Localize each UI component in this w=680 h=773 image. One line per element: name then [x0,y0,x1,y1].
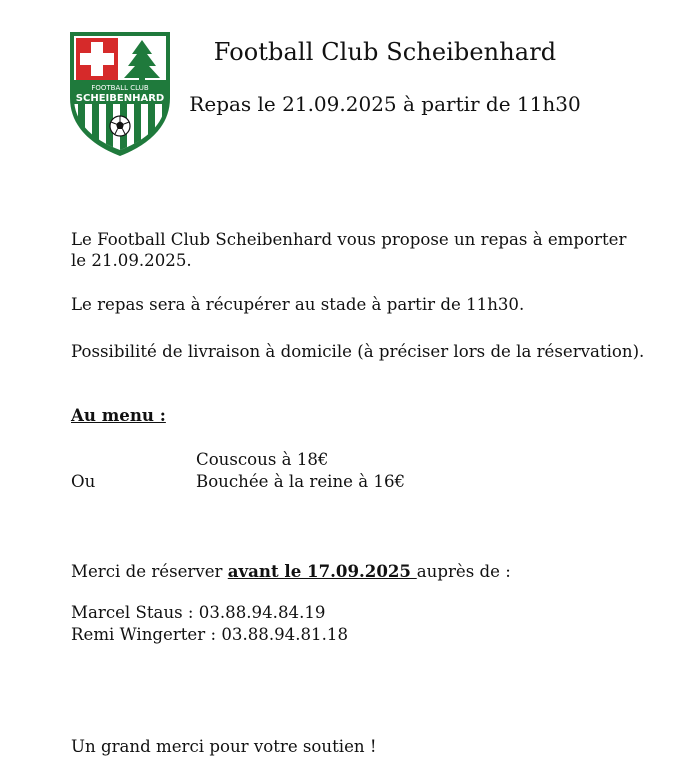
menu-item: Bouchée à la reine à 16€ [196,472,406,491]
reservation-text: Merci de réserver [71,562,228,581]
club-name-title: Football Club Scheibenhard [213,38,557,66]
crest-label-2: SCHEIBENHARD [75,93,165,104]
thanks-paragraph: Un grand merci pour votre soutien ! [71,737,377,756]
menu-item: Couscous à 18€ [196,450,329,469]
event-date-subtitle: Repas le 21.09.2025 à partir de 11h30 [189,92,581,116]
pickup-paragraph: Le repas sera à récupérer au stade à partir de 11h30. [71,295,525,314]
football-icon [110,116,130,136]
delivery-paragraph: Possibilité de livraison à domicile (à préciser lors de la réservation). [71,342,645,361]
crest-label-1: FOOTBALL CLUB [91,84,149,92]
reservation-text-end: auprès de : [416,562,511,581]
contact-line: Remi Wingerter : 03.88.94.81.18 [71,625,348,644]
reservation-deadline: avant le 17.09.2025 [227,561,417,581]
reservation-paragraph [71,561,511,582]
contact-line: Marcel Staus : 03.88.94.84.19 [71,603,326,622]
menu-heading: Au menu : [71,405,166,425]
menu-or-label: Ou [71,472,96,491]
intro-paragraph: Le Football Club Scheibenhard vous propose un repas à emporter le 21.09.2025. [71,230,627,270]
